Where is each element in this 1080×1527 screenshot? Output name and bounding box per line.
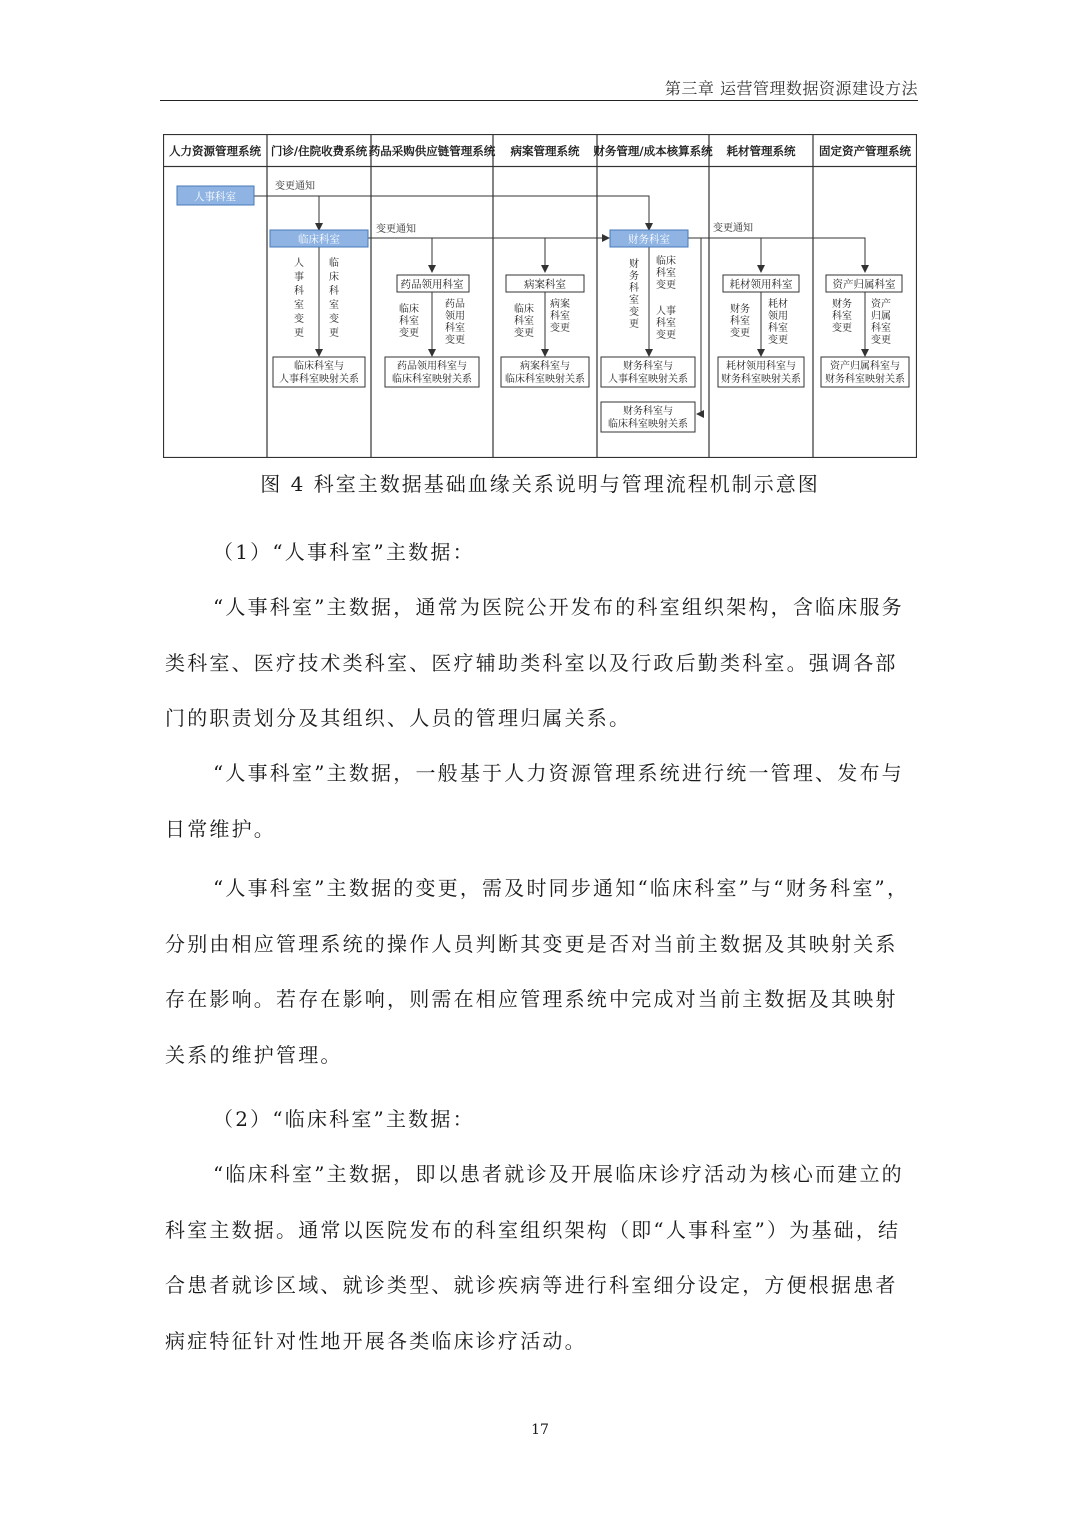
flow-label-col3-right: 病案科室变更 (550, 299, 570, 334)
page-header (160, 74, 918, 101)
paragraph-hr-management: “人事科室”主数据，一般基于人力资源管理系统进行统一管理、发布与日常维护。 (165, 761, 904, 841)
section-heading-clinical: （2）“临床科室”主数据： (213, 1107, 475, 1131)
flow-label-col4-left: 财务科室变更 (629, 259, 639, 330)
mapping-box-7-line-1: 财务科室与 (623, 406, 673, 417)
mapping-box-3-line-2: 临床科室映射关系 (505, 374, 585, 385)
page-number: 17 (531, 1422, 549, 1438)
column-title-finance: 财务管理/成本核算系统 (593, 144, 713, 158)
mapping-box-7-line-2: 临床科室映射关系 (608, 419, 688, 430)
mapping-box-5-line-2: 财务科室映射关系 (721, 374, 801, 385)
column-title-pharmacy: 药品采购供应链管理系统 (368, 144, 496, 158)
flow-label-col1-right: 临床科室变更 (329, 258, 339, 339)
diagram-canvas (163, 134, 917, 458)
flow-label-col4-right-top: 临床科室变更 (656, 256, 676, 291)
section-heading-hr: （1）“人事科室”主数据： (213, 540, 475, 564)
department-lineage-diagram (163, 134, 917, 458)
change-notice-label-2: 变更通知 (376, 224, 416, 235)
flow-label-col5-right: 耗材领用科室变更 (768, 299, 788, 346)
flow-label-col1-left: 人事科室变更 (294, 258, 304, 339)
finance-department-label: 财务科室 (628, 233, 670, 246)
column-title-consumables: 耗材管理系统 (726, 144, 796, 158)
column-title-hr: 人力资源管理系统 (169, 144, 261, 158)
mapping-box-1-line-2: 人事科室映射关系 (279, 374, 359, 385)
flow-label-col3-left: 临床科室变更 (514, 304, 534, 339)
clinical-department-label: 临床科室 (298, 233, 340, 246)
mapping-box-5-line-1: 耗材领用科室与 (726, 361, 796, 372)
flow-label-col2-left: 临床科室变更 (399, 304, 419, 339)
flow-label-col4-right-bottom: 人事科室变更 (656, 306, 676, 341)
chapter-title: 第三章 运营管理数据资源建设方法 (664, 79, 918, 98)
records-dept-label: 病案科室 (524, 278, 566, 291)
flow-label-col6-right: 资产归属科室变更 (871, 299, 891, 346)
change-notice-label-3: 变更通知 (713, 223, 753, 234)
mapping-box-6-line-2: 财务科室映射关系 (825, 374, 905, 385)
mapping-box-2-line-1: 药品领用科室与 (397, 361, 467, 372)
mapping-box-4-line-2: 人事科室映射关系 (608, 374, 688, 385)
hr-department-label: 人事科室 (194, 191, 236, 203)
flow-label-col6-left: 财务科室变更 (832, 299, 852, 334)
consumables-dept-label: 耗材领用科室 (729, 278, 793, 291)
mapping-box-3-line-1: 病案科室与 (520, 361, 570, 372)
flow-label-col5-left: 财务科室变更 (730, 304, 750, 339)
column-title-assets: 固定资产管理系统 (819, 144, 911, 158)
mapping-box-4-line-1: 财务科室与 (623, 361, 673, 372)
mapping-box-6-line-1: 资产归属科室与 (830, 361, 900, 372)
flow-label-col2-right: 药品领用科室变更 (445, 299, 465, 346)
figure-caption: 图 4 科室主数据基础血缘关系说明与管理流程机制示意图 (260, 472, 820, 496)
column-title-records: 病案管理系统 (510, 144, 580, 158)
pharmacy-dept-label: 药品领用科室 (400, 278, 464, 291)
paragraph-clinical-definition: “临床科室”主数据，即以患者就诊及开展临床诊疗活动为核心而建立的科室主数据。通常以医院发布的科室组织架构（即“人事科室”）为基础，结合患者就诊区域、就诊类型、就诊疾病等进行科室细分设定，方便根据患者病症特征针对性地开展各类临床诊疗活动。 (165, 1162, 904, 1353)
assets-dept-label: 资产归属科室 (832, 278, 896, 291)
mapping-box-2-line-2: 临床科室映射关系 (392, 374, 472, 385)
paragraph-hr-definition: “人事科室”主数据，通常为医院公开发布的科室组织架构，含临床服务类科室、医疗技术类科室、医疗辅助类科室以及行政后勤类科室。强调各部门的职责划分及其组织、人员的管理归属关系。 (165, 595, 904, 730)
mapping-box-1-line-1: 临床科室与 (294, 361, 344, 372)
change-notice-label-1: 变更通知 (275, 181, 315, 192)
paragraph-hr-change: “人事科室”主数据的变更，需及时同步通知“临床科室”与“财务科室”，分别由相应管理系统的操作人员判断其变更是否对当前主数据及其映射关系存在影响。若存在影响，则需在相应管理系统中完成对当前主数据及其映射关系的维护管理。 (165, 876, 910, 1067)
column-title-billing: 门诊/住院收费系统 (270, 144, 368, 158)
